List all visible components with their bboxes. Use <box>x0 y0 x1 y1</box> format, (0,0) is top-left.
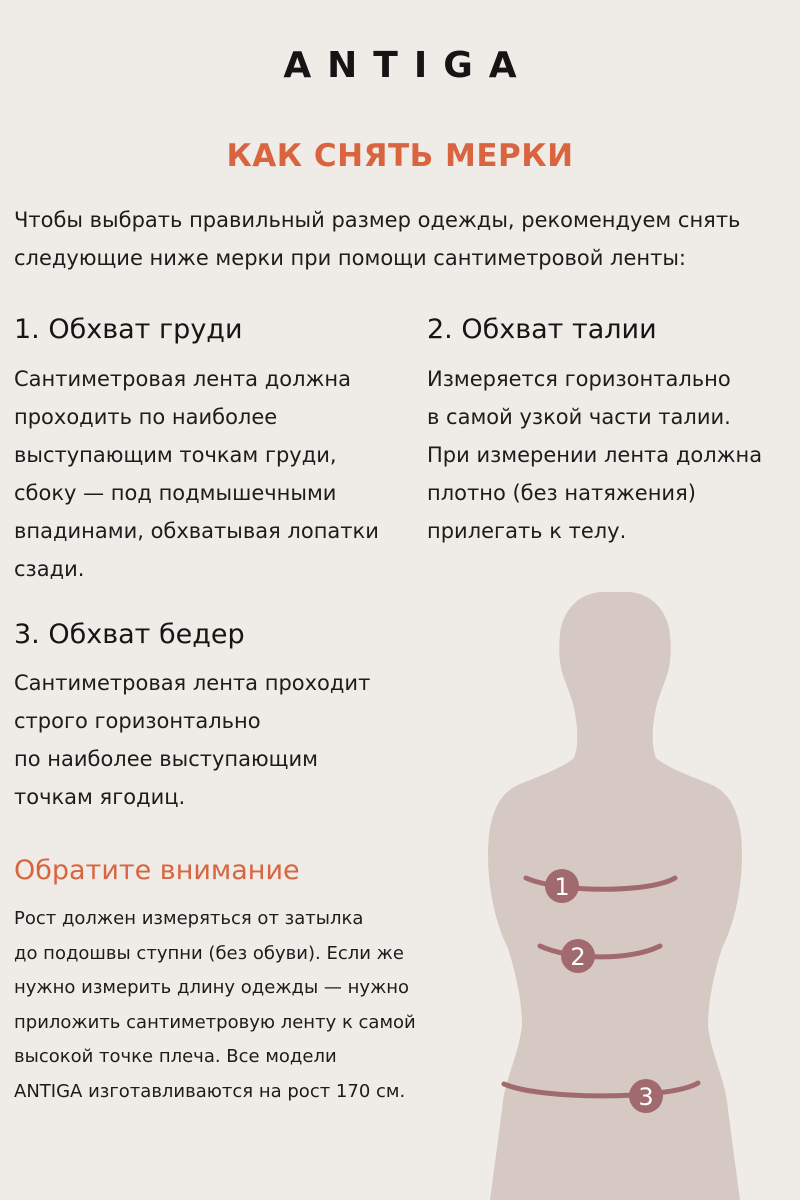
section-body-chest <box>14 360 379 588</box>
chest-marker-label: 1 <box>554 873 570 901</box>
section-body-waist <box>427 360 762 550</box>
section-line: сзади. <box>14 557 85 581</box>
section-line: строго горизонтально <box>14 709 261 733</box>
section-line: проходить по наиболее <box>14 405 278 429</box>
section-title-hips: 3. Обхват бедер <box>14 619 245 650</box>
section-line: При измерении лента должна <box>427 443 763 467</box>
silhouette-shape <box>488 592 742 1200</box>
note-line: ANTIGA изготавливаются на рост 170 см. <box>14 1080 406 1102</box>
note-line: приложить сантиметровую ленту к самой <box>14 1011 416 1033</box>
waist-marker-label: 2 <box>570 943 586 971</box>
section-line: точкам ягодиц. <box>14 785 186 809</box>
brand-logo: ANTIGA <box>283 45 533 86</box>
section-line: плотно (без натяжения) <box>427 481 696 505</box>
note-title: Обратите внимание <box>14 855 300 886</box>
section-title-chest: 1. Обхват груди <box>14 314 243 345</box>
body-silhouette-figure <box>430 580 800 1200</box>
section-title-waist: 2. Обхват талии <box>427 314 657 345</box>
intro-text <box>14 201 786 277</box>
section-line: Измеряется горизонтально <box>427 367 731 391</box>
section-line: в самой узкой части талии. <box>427 405 731 429</box>
note-line: высокой точке плеча. Все модели <box>14 1046 337 1068</box>
hips-marker-label: 3 <box>638 1083 654 1111</box>
section-body-hips <box>14 664 370 816</box>
section-line: сбоку — под подмышечными <box>14 481 337 505</box>
page-title: КАК СНЯТЬ МЕРКИ <box>226 138 574 174</box>
note-line: нужно измерить длину одежды — нужно <box>14 977 410 999</box>
section-line: прилегать к телу. <box>427 519 627 543</box>
section-line: Сантиметровая лента должна <box>14 367 352 391</box>
note-line: до подошвы ступни (без обуви). Если же <box>14 942 404 964</box>
section-line: Сантиметровая лента проходит <box>14 671 371 695</box>
section-line: впадинами, обхватывая лопатки <box>14 519 379 543</box>
intro-line: Чтобы выбрать правильный размер одежды, рекомендуем снять <box>14 208 741 232</box>
note-body <box>14 902 484 1110</box>
body-silhouette <box>488 592 742 1200</box>
section-line: выступающим точкам груди, <box>14 443 337 467</box>
intro-line: следующие ниже мерки при помощи сантиметровой ленты: <box>14 246 686 270</box>
section-line: по наиболее выступающим <box>14 747 318 771</box>
note-line: Рост должен измеряться от затылка <box>14 908 364 929</box>
